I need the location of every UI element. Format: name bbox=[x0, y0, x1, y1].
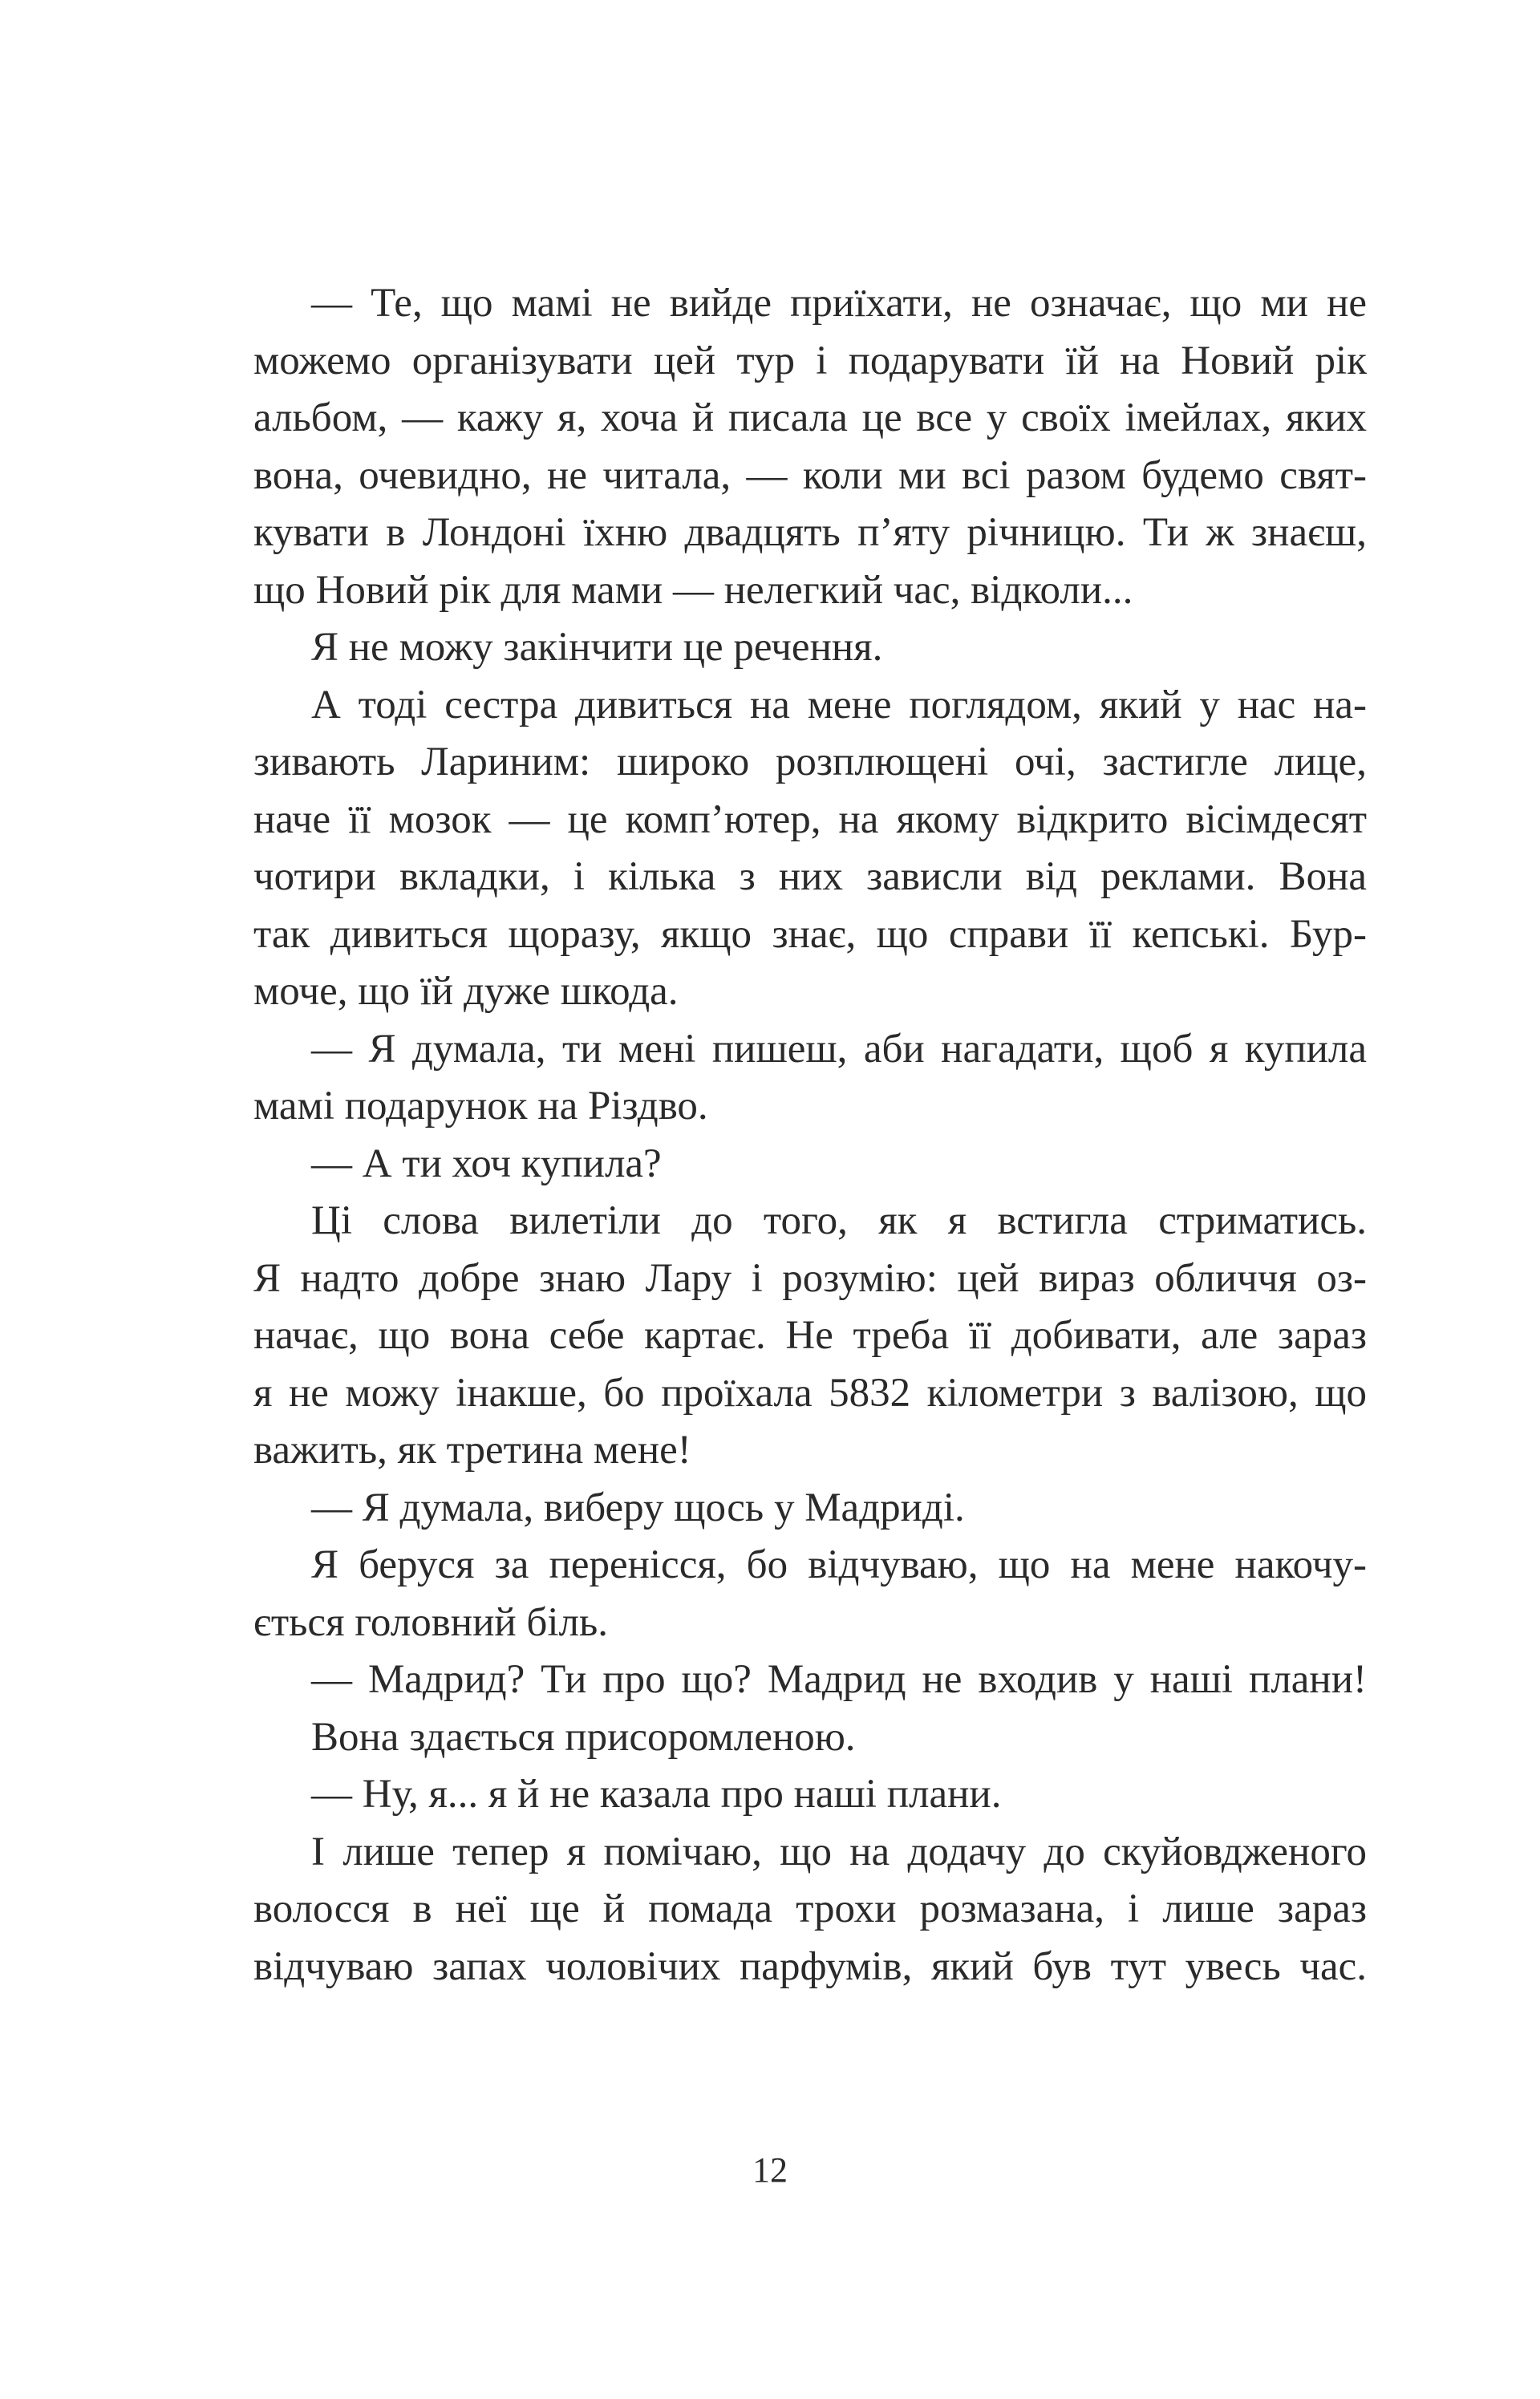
text-line: — Я думала, ти мені пишеш, аби нагадати, щоб я купила bbox=[311, 1026, 1367, 1072]
text-line: — Ну, я... я й не казала про наші плани. bbox=[311, 1772, 1002, 1817]
text-line: Я не можу закінчити це речення. bbox=[311, 625, 883, 670]
text-line: волосся в неї ще й помада трохи розмазана, і лише зараз bbox=[253, 1886, 1367, 1931]
text-line: альбом, — кажу я, хоча й писала це все у своїх імейлах, яких bbox=[253, 395, 1367, 440]
page-number: 12 bbox=[752, 2150, 788, 2190]
text-line: Вона здається присоромленою. bbox=[311, 1714, 856, 1760]
text-line: І лише тепер я помічаю, що на додачу до скуйовдженого bbox=[311, 1829, 1367, 1874]
text-line: важить, як третина мене! bbox=[253, 1428, 691, 1473]
text-line: так дивиться щоразу, якщо знає, що справи її кепські. Бур- bbox=[253, 911, 1367, 957]
text-line: начає, що вона себе картає. Не треба її добивати, але зараз bbox=[253, 1313, 1367, 1358]
text-line: — А ти хоч купила? bbox=[311, 1141, 662, 1186]
text-line: ється головний біль. bbox=[253, 1599, 608, 1645]
text-line: наче її мозок — це комп’ютер, на якому відкрито вісімдесят bbox=[253, 796, 1367, 842]
text-line: — Я думала, виберу щось у Мадриді. bbox=[311, 1485, 965, 1530]
text-line: — Мадрид? Ти про що? Мадрид не входив у наші плани! bbox=[311, 1657, 1367, 1702]
text-line: що Новий рік для мами — нелегкий час, відколи... bbox=[253, 567, 1133, 613]
text-line: мамі подарунок на Різдво. bbox=[253, 1084, 708, 1129]
text-line: Я беруся за перенісся, бо відчуваю, що на мене накочу- bbox=[311, 1542, 1367, 1587]
body-text bbox=[253, 275, 1367, 1996]
text-line: я не можу інакше, бо проїхала 5832 кілометри з валізою, що bbox=[253, 1370, 1367, 1416]
text-line: Я надто добре знаю Лару і розумію: цей вираз обличчя оз- bbox=[253, 1255, 1367, 1301]
text-line: — Те, що мамі не вийде приїхати, не означає, що ми не bbox=[311, 281, 1367, 326]
text-line: кувати в Лондоні їхню двадцять п’яту річницю. Ти ж знаєш, bbox=[253, 510, 1367, 555]
text-line: відчуваю запах чоловічих парфумів, який був тут увесь час. bbox=[253, 1943, 1367, 1989]
text-line: А тоді сестра дивиться на мене поглядом, який у нас на- bbox=[311, 682, 1367, 727]
text-line: зивають Лариним: широко розплющені очі, застигле лице, bbox=[253, 740, 1367, 784]
text-line: чотири вкладки, і кілька з них зависли від реклами. Вона bbox=[253, 854, 1367, 899]
text-line: Ці слова вилетіли до того, як я встигла стриматись. bbox=[311, 1198, 1367, 1243]
text-line: можемо організувати цей тур і подарувати їй на Новий рік bbox=[253, 338, 1367, 383]
text-line: моче, що їй дуже шкода. bbox=[253, 969, 679, 1014]
text-line: вона, очевидно, не читала, — коли ми всі разом будемо свят- bbox=[253, 452, 1367, 498]
